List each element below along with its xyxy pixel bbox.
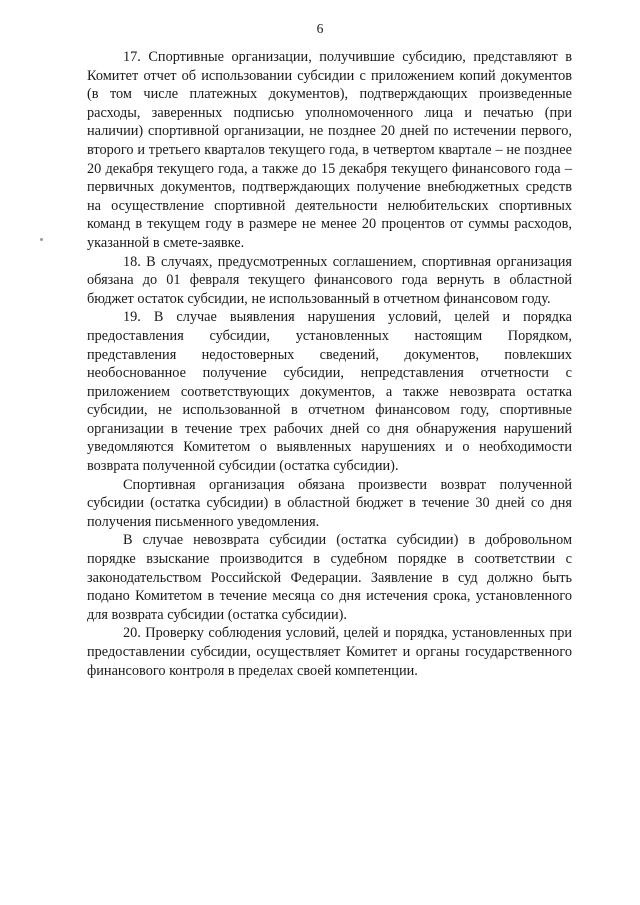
document-body (87, 48, 572, 680)
paragraph-18: 18. В случаях, предусмотренных соглашением, спортивная организация обязана до 01 февраля текущего финансового года вернуть в областной бюджет остаток субсидии, не использованный в отчетном финансовом году. (87, 253, 572, 307)
page-number: 6 (316, 21, 324, 36)
paragraph-refund-obligation: Спортивная организация обязана произвести возврат полученной субсидии (остатка субсидии) в областной бюджет в течение 30 дней со дня получения письменного уведомления. (87, 476, 572, 530)
margin-speck (40, 238, 43, 241)
paragraph-19: 19. В случае выявления нарушения условий, целей и порядка предоставления субсидии, установленных настоящим Порядком, представления недостоверных сведений, документов, повлекших необоснованное получение субсидии, непредставления отчетности с приложением соответствующих документов, а также невозврата остатка субсидии, не использованной в отчетном финансовом году, спортивные организации в течение трех рабочих дней со дня обнаружения нарушений уведомляются Комитетом о выявленных нарушениях и о необходимости возврата полученной субсидии (остатка субсидии). (87, 309, 572, 475)
paragraph-17: 17. Спортивные организации, получившие субсидию, представляют в Комитет отчет об использовании субсидии с приложением копий документов (в том числе платежных документов), подтверждающих произведенные расходы, заверенных подписью уполномоченного лица и печатью (при наличии) спортивной организации, не позднее 20 дней по истечении первого, второго и третьего кварталов текущего года, в четвертом квартале – не позднее 20 декабря текущего года, а также до 15 декабря текущего финансового года – первичных документов, подтверждающих получение внебюджетных средств на осуществление спортивной деятельности нелюбительских спортивных команд в текущем году в размере не менее 20 процентов от суммы расходов, указанной в смете-заявке. (87, 49, 572, 251)
paragraph-court-recovery: В случае невозврата субсидии (остатка субсидии) в добровольном порядке взыскание производится в судебном порядке в соответствии с законодательством Российской Федерации. Заявление в суд должно быть подано Комитетом в течение месяца со дня истечения срока, установленного для возврата субсидии (остатка субсидии). (87, 532, 572, 623)
paragraph-20: 20. Проверку соблюдения условий, целей и порядка, установленных при предоставлении субсидии, осуществляет Комитет и органы государственного финансового контроля в пределах своей компетенции. (87, 625, 572, 679)
